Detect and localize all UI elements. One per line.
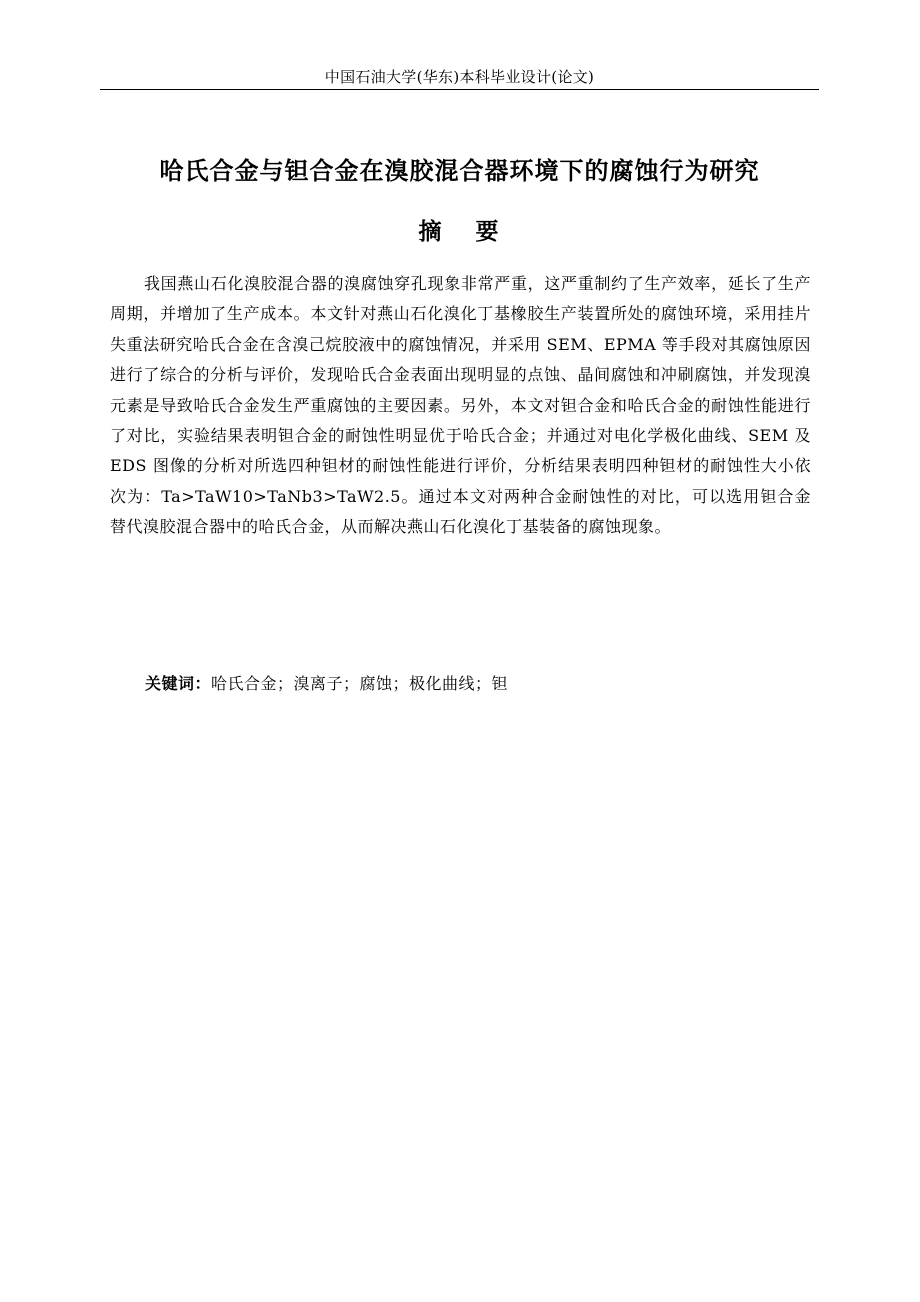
keywords-text: 哈氏合金；溴离子；腐蚀；极化曲线；钽: [211, 674, 509, 693]
abstract-heading-char: 摘: [418, 219, 444, 245]
keywords-label: 关键词：: [145, 674, 212, 693]
document-title: 哈氏合金与钽合金在溴胶混合器环境下的腐蚀行为研究: [159, 157, 760, 185]
abstract-paragraph: 我国燕山石化溴胶混合器的溴腐蚀穿孔现象非常严重，这严重制约了生产效率，延长了生产周期，并增加了生产成本。本文针对燕山石化溴化丁基橡胶生产装置所处的腐蚀环境，采用挂片失重法研究哈氏合金在含溴己烷胶液中的腐蚀情况，并采用 SEM、EPMA 等手段对其腐蚀原因进行了综合的分析与评价，发现哈氏合金表面出现明显的点蚀、晶间腐蚀和冲刷腐蚀，并发现溴元素是导致哈氏合金发生严重腐蚀的主要因素。另外，本文对钽合金和哈氏合金的耐蚀性能进行了对比，实验结果表明钽合金的耐蚀性明显优于哈氏合金；并通过对电化学极化曲线、SEM 及 EDS 图像的分析对所选四种钽材的耐蚀性能进行评价，分析结果表明四种钽材的耐蚀性大小依次为：Ta>TaW10>TaNb3>TaW2.5。通过本文对两种合金耐蚀性的对比，可以选用钽合金替代溴胶混合器中的哈氏合金，从而解决燕山石化溴化丁基装备的腐蚀现象。: [110, 274, 811, 537]
abstract-heading: [100, 213, 819, 246]
running-header: 中国石油大学(华东)本科毕业设计(论文): [324, 68, 595, 86]
header-rule: [100, 89, 819, 90]
keywords-line: [145, 670, 508, 698]
abstract-heading-char: 要: [475, 219, 501, 245]
